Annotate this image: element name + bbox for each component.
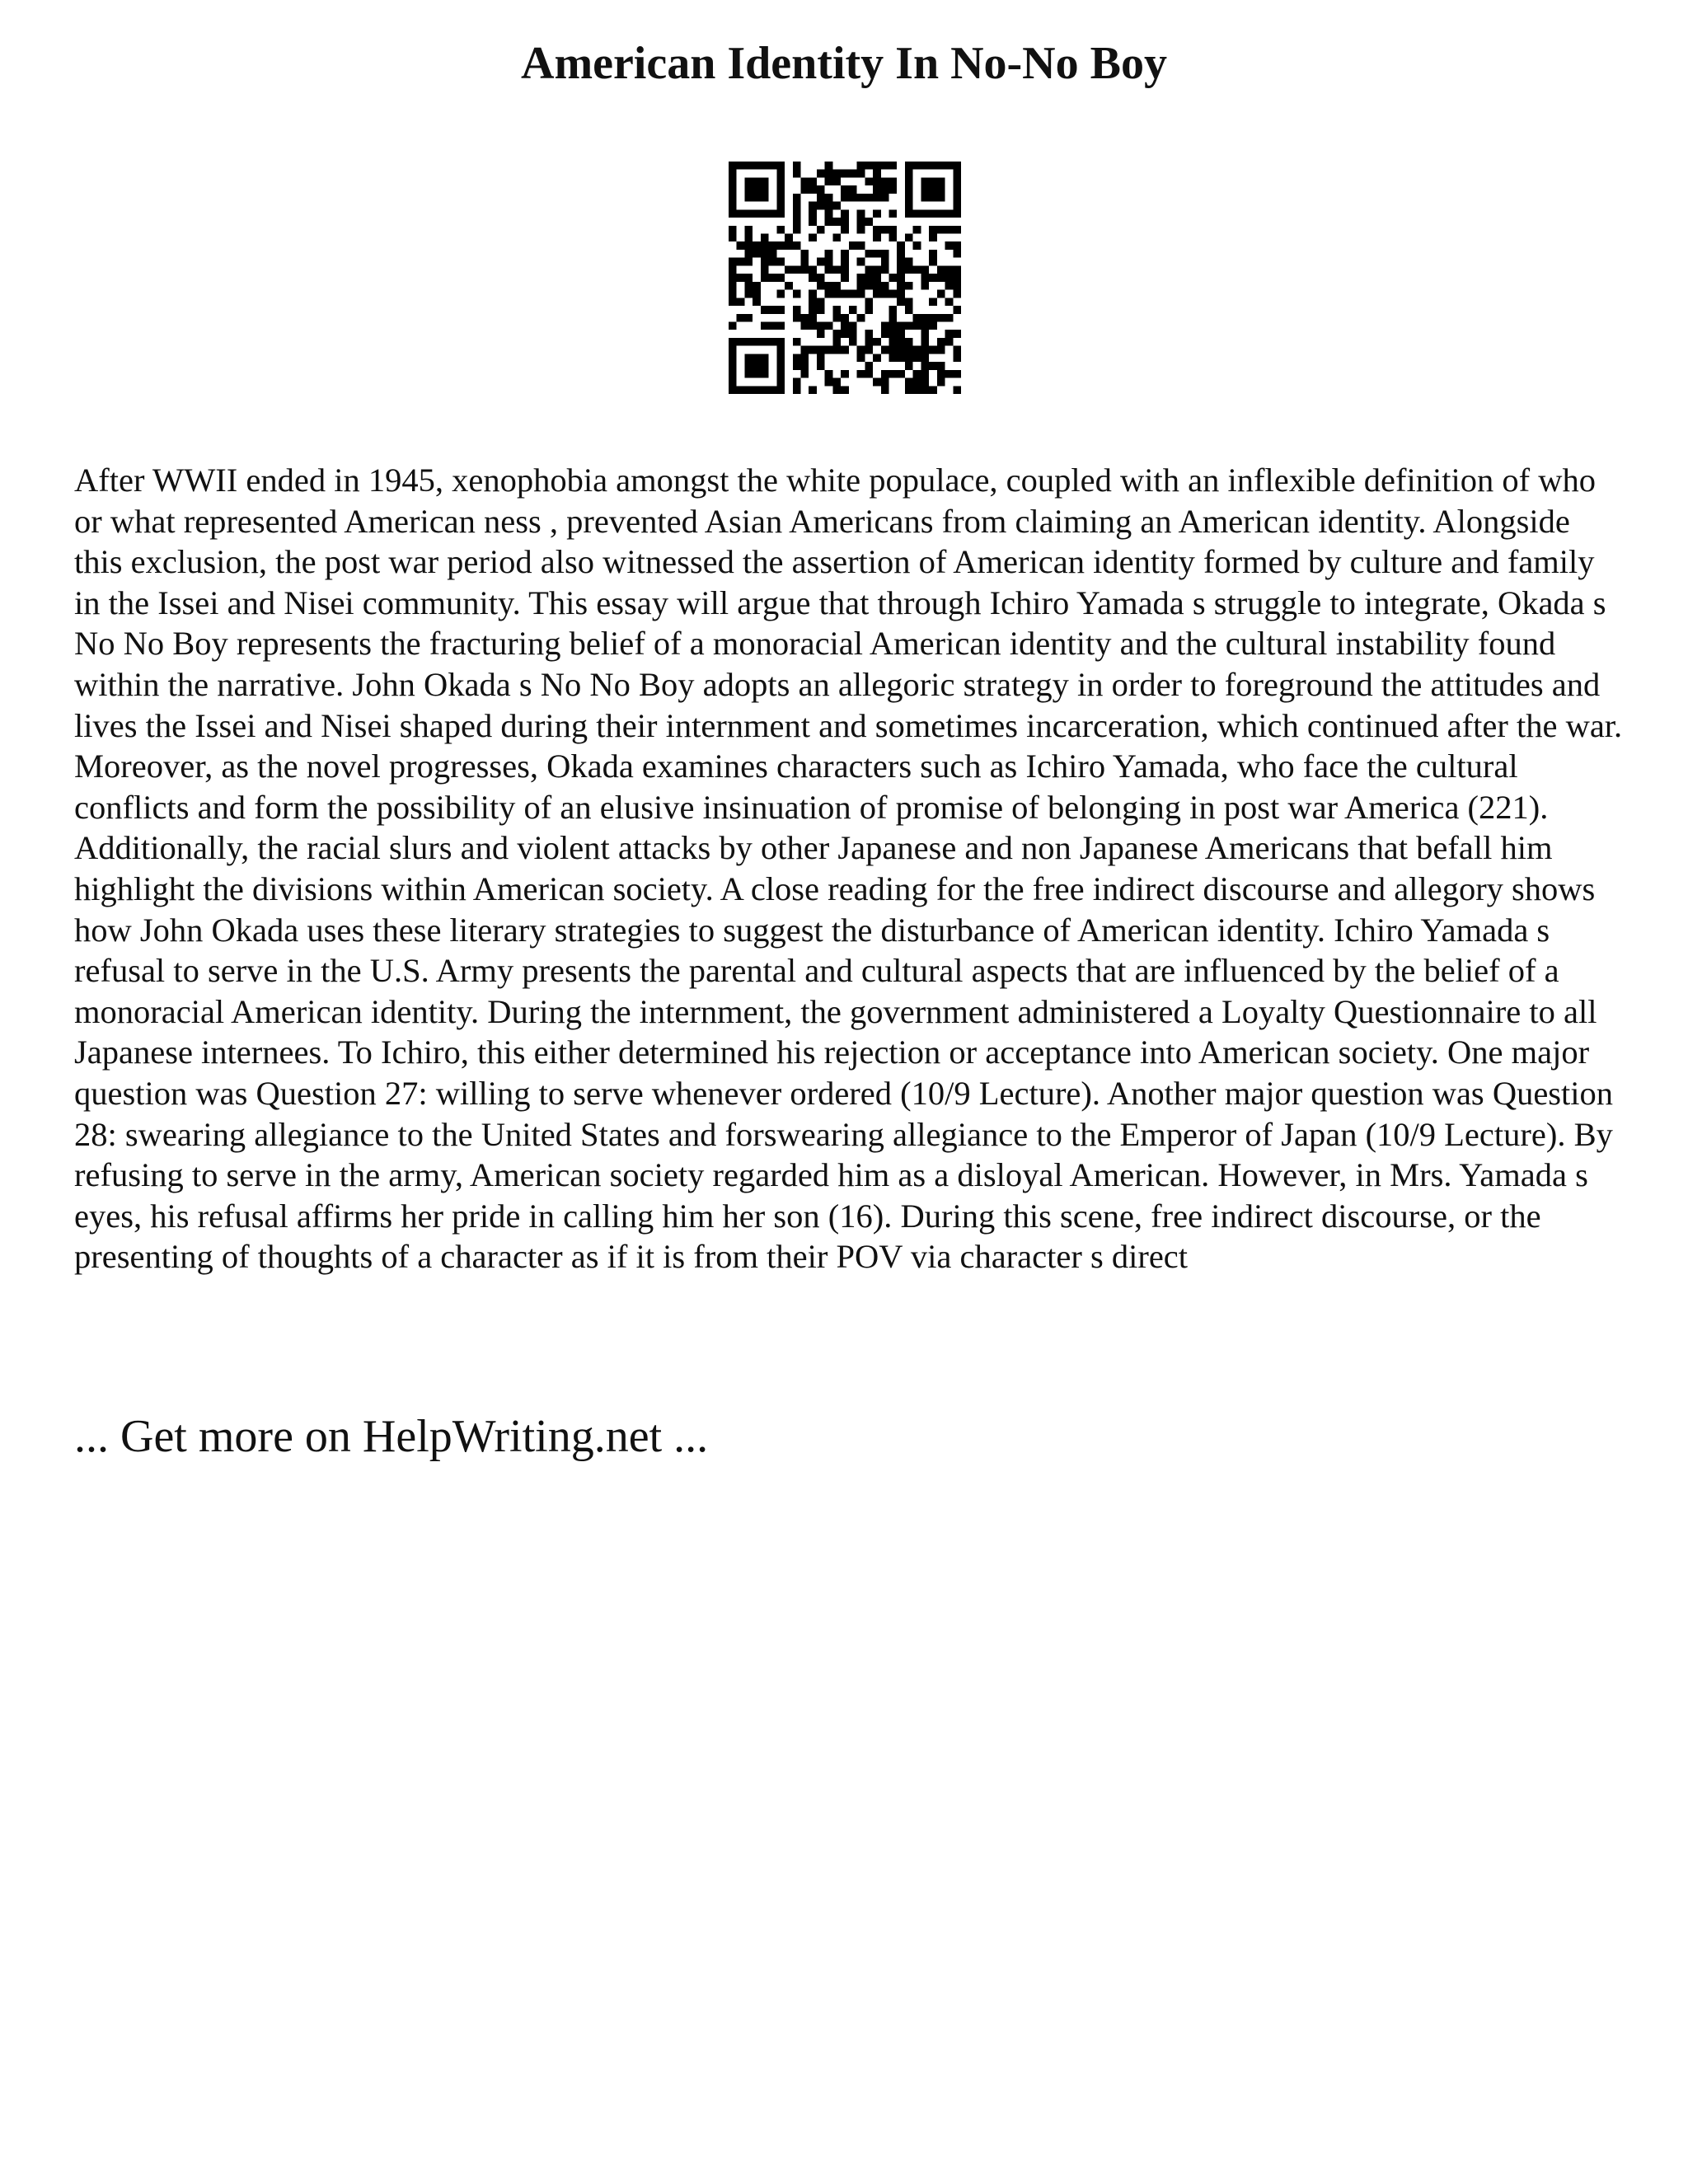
helpwriting-link[interactable]: ... Get more on HelpWriting.net ... xyxy=(74,1411,709,1462)
document-title: American Identity In No-No Boy xyxy=(521,38,1167,89)
qr-code-icon xyxy=(729,162,961,394)
essay-body: After WWII ended in 1945, xenophobia amongst the white populace, coupled with an inflexible definition of who or what represented American ness , prevented Asian Americans from claiming an American identity. Alongside this exclusion, the post war period also witnessed the assertion of American identity formed by culture and family in the Issei and Nisei community. This essay will argue that through Ichiro Yamada s struggle to integrate, Okada s No No Boy represents the fracturing belief of a monoracial American identity and the cultural instability found within the narrative. John Okada s No No Boy adopts an allegoric strategy in order to foreground the attitudes and lives the Issei and Nisei shaped during their internment and sometimes incarceration, which continued after the war. Moreover, as the novel progresses, Okada examines characters such as Ichiro Yamada, who face the cultural conflicts and form the possibility of an elusive insinuation of promise of belonging in post war America (221). Additionally, the racial slurs and violent attacks by other Japanese and non Japanese Americans that befall him highlight the divisions within American society. A close reading for the free indirect discourse and allegory shows how John Okada uses these literary strategies to suggest the disturbance of American identity. Ichiro Yamada s refusal to serve in the U.S. Army presents the parental and cultural aspects that are influenced by the belief of a monoracial American identity. During the internment, the government administered a Loyalty Questionnaire to all Japanese internees. To Ichiro, this either determined his rejection or acceptance into American society. One major question was Question 27: willing to serve whenever ordered (10/9 Lecture). Another major question was Question 28: swearing allegiance to the United States and forswearing allegiance to the Emperor of Japan (10/9 Lecture). By refusing to serve in the army, American society regarded him as a disloyal American. However, in Mrs. Yamada s eyes, his refusal affirms her pride in calling him her son (16). During this scene, free indirect discourse, or the presenting of thoughts of a character as if it is from their POV via character s direct xyxy=(74,462,1623,1276)
